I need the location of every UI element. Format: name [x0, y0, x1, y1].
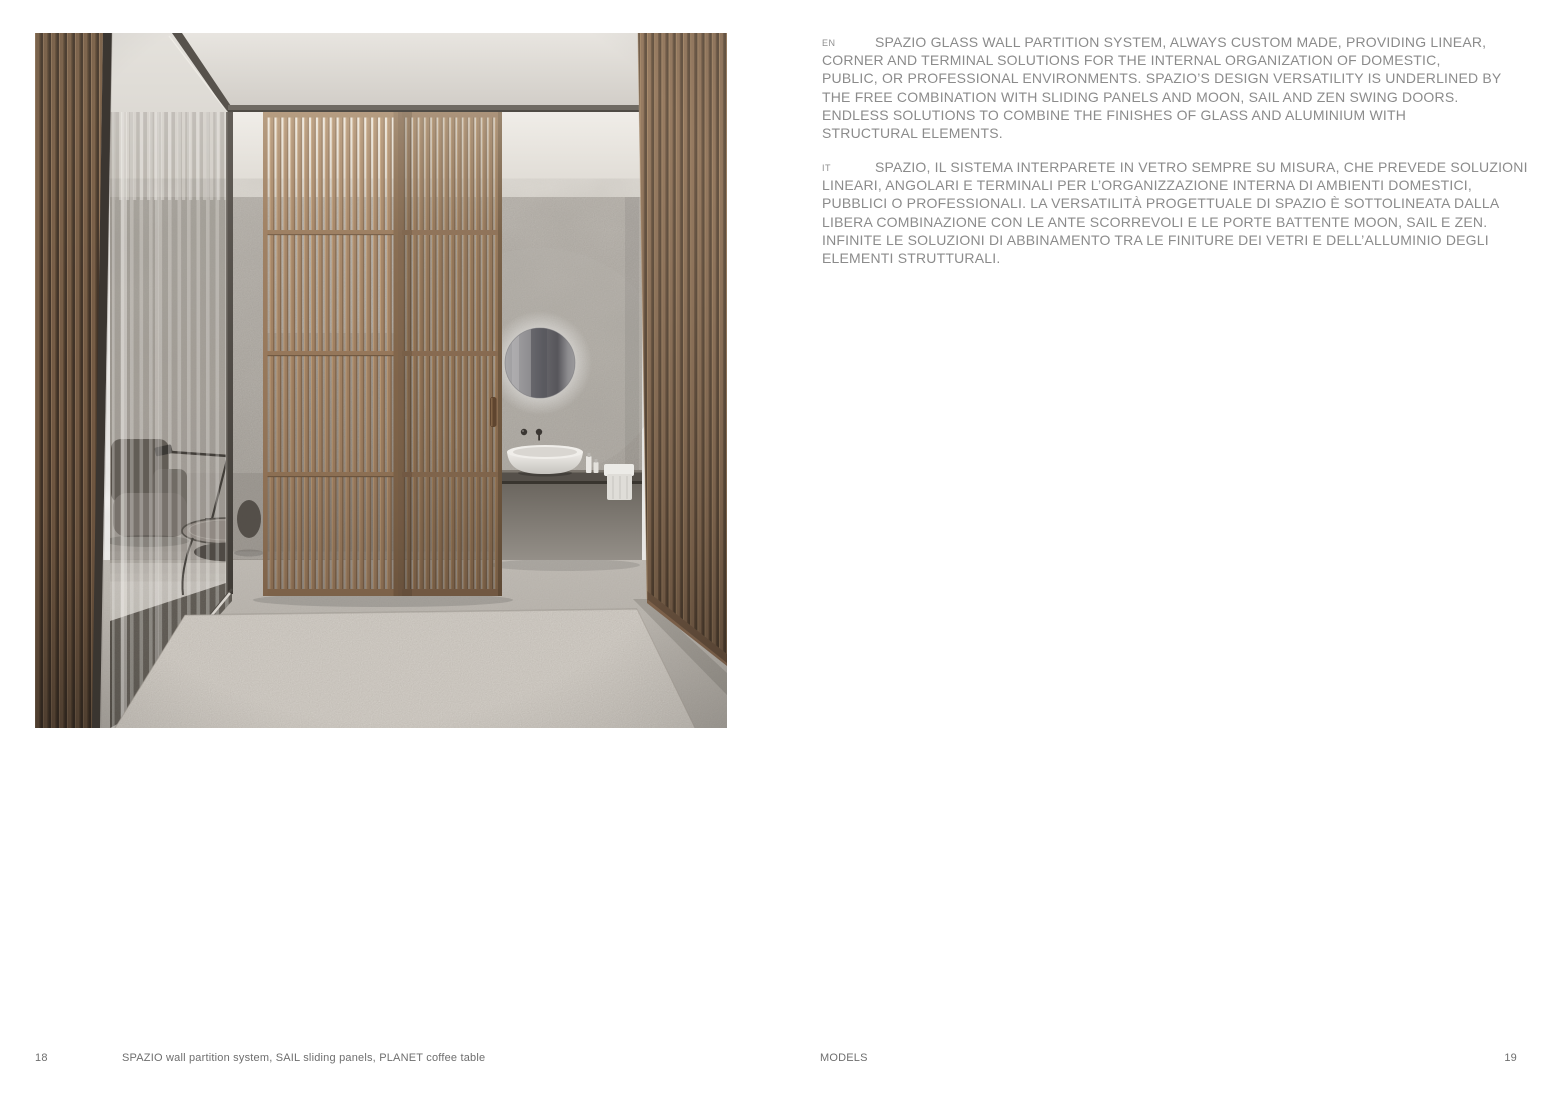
text-line: LIBERA COMBINAZIONE CON LE ANTE SCORREVOLI E LE PORTE BATTENTE MOON, SAIL E ZEN. [822, 213, 1488, 230]
text-line: THE FREE COMBINATION WITH SLIDING PANELS AND MOON, SAIL AND ZEN SWING DOORS. [822, 88, 1459, 105]
language-label-en: EN [822, 38, 836, 48]
photo-caption: SPAZIO wall partition system, SAIL sliding panels, PLANET coffee table [122, 1052, 486, 1064]
text-line: LINEARI, ANGOLARI E TERMINALI PER L’ORGANIZZAZIONE INTERNA DI AMBIENTI DOMESTICI, [822, 177, 1472, 194]
text-line: CORNER AND TERMINAL SOLUTIONS FOR THE INTERNAL ORGANIZATION OF DOMESTIC, [822, 52, 1441, 69]
section-label: MODELS [820, 1052, 868, 1064]
text-line: PUBBLICI O PROFESSIONALI. LA VERSATILITÀ PROGETTUALE DI SPAZIO È SOTTOLINEATA DALLA [822, 195, 1500, 212]
text-line: SPAZIO, IL SISTEMA INTERPARETE IN VETRO SEMPRE SU MISURA, CHE PREVEDE SOLUZIONI [875, 159, 1528, 175]
page-number-right: 19 [1504, 1052, 1517, 1064]
page-number-left: 18 [35, 1052, 48, 1064]
text-line: ELEMENTI STRUTTURALI. [822, 250, 1001, 267]
text-line: SPAZIO GLASS WALL PARTITION SYSTEM, ALWAYS CUSTOM MADE, PROVIDING LINEAR, [875, 34, 1487, 50]
text-line: PUBLIC, OR PROFESSIONAL ENVIRONMENTS. SPAZIO’S DESIGN VERSATILITY IS UNDERLINED BY [822, 70, 1502, 87]
text-line: INFINITE LE SOLUZIONI DI ABBINAMENTO TRA LE FINITURE DEI VETRI E DELL’ALLUMINIO DEGLI [822, 231, 1489, 248]
paragraph-it [822, 158, 1528, 267]
photo-vignette [35, 33, 727, 728]
text-line: STRUCTURAL ELEMENTS. [822, 125, 1003, 142]
interior-photo [35, 33, 727, 728]
paragraph-en [822, 33, 1528, 142]
language-label-it: IT [822, 163, 831, 173]
text-line: ENDLESS SOLUTIONS TO COMBINE THE FINISHES OF GLASS AND ALUMINIUM WITH [822, 106, 1407, 123]
